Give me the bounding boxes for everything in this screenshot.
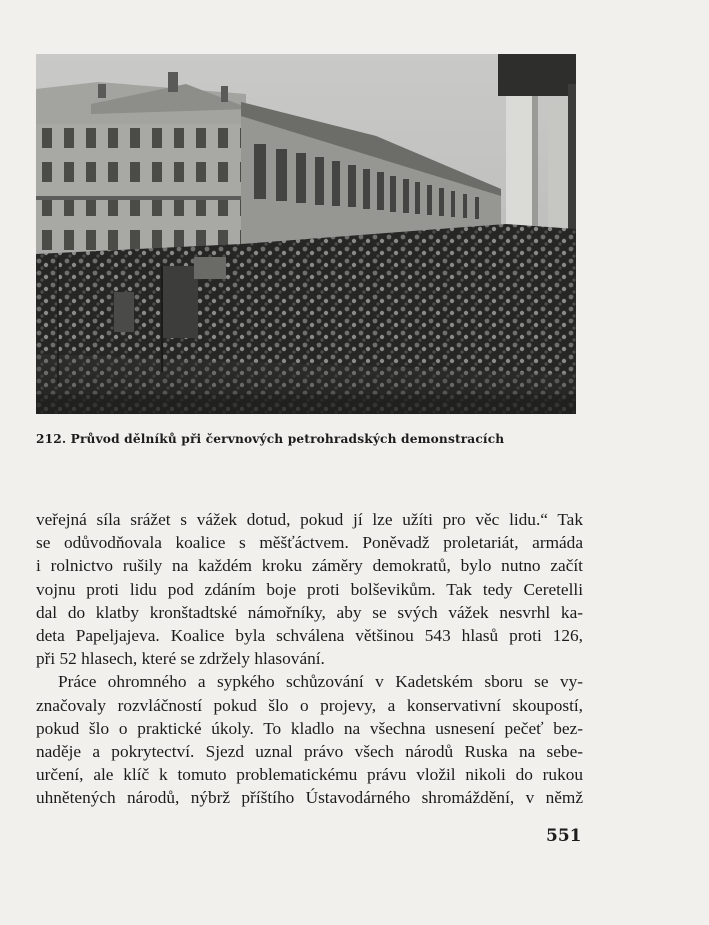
text-line: naděje a pokrytectví. Sjezd uznal právo všech národů Ruska na sebe-	[36, 741, 583, 761]
text-line: veřejná síla srážet s vážek dotud, pokud jí lze užíti pro věc lidu.“ Tak	[36, 510, 583, 529]
text-line: vojnu proti lidu pod zdáním boje proti bolševikům. Tak tedy Ceretelli	[36, 579, 583, 599]
text-line: se odůvodňovala koalice s měšťáctvem. Poněvadž proletariát, armáda	[36, 533, 583, 553]
text-line: uhnětených národů, nýbrž příštího Ústavodárného shromáždění, v němž	[36, 788, 583, 808]
text-line: při 52 hlasech, které se zdržely hlasování.	[36, 649, 325, 669]
text-line: deta Papeljajeva. Koalice byla schválena většinou 543 hlasů proti 126,	[36, 625, 583, 645]
text-line: Práce ohromného a sypkého schůzování v Kadetském sboru se vy-	[58, 672, 583, 692]
text-line: dal do klatby kronštadtské námořníky, aby se svých vážek nesvrhl ka-	[36, 602, 583, 622]
page-number: 551	[546, 826, 582, 846]
text-line: určení, ale klíč k tomuto problematickému právu vložil nikoli do rukou	[36, 765, 583, 785]
text-line: i rolnictvo rušily na každém kroku záměry demokratů, bylo nutno začít	[36, 556, 583, 576]
text-line: pokud šlo o praktické úkoly. To kladlo na všechna usnesení pečeť bez-	[36, 718, 583, 738]
text-line: značovaly rozvláčností pokud šlo o projevy, a konservativní skoupostí,	[36, 695, 583, 715]
demonstration-photograph	[36, 54, 576, 414]
figure-caption: 212. Průvod dělníků při červnových petrohradských demonstracích	[36, 432, 505, 446]
body-text	[36, 508, 583, 809]
